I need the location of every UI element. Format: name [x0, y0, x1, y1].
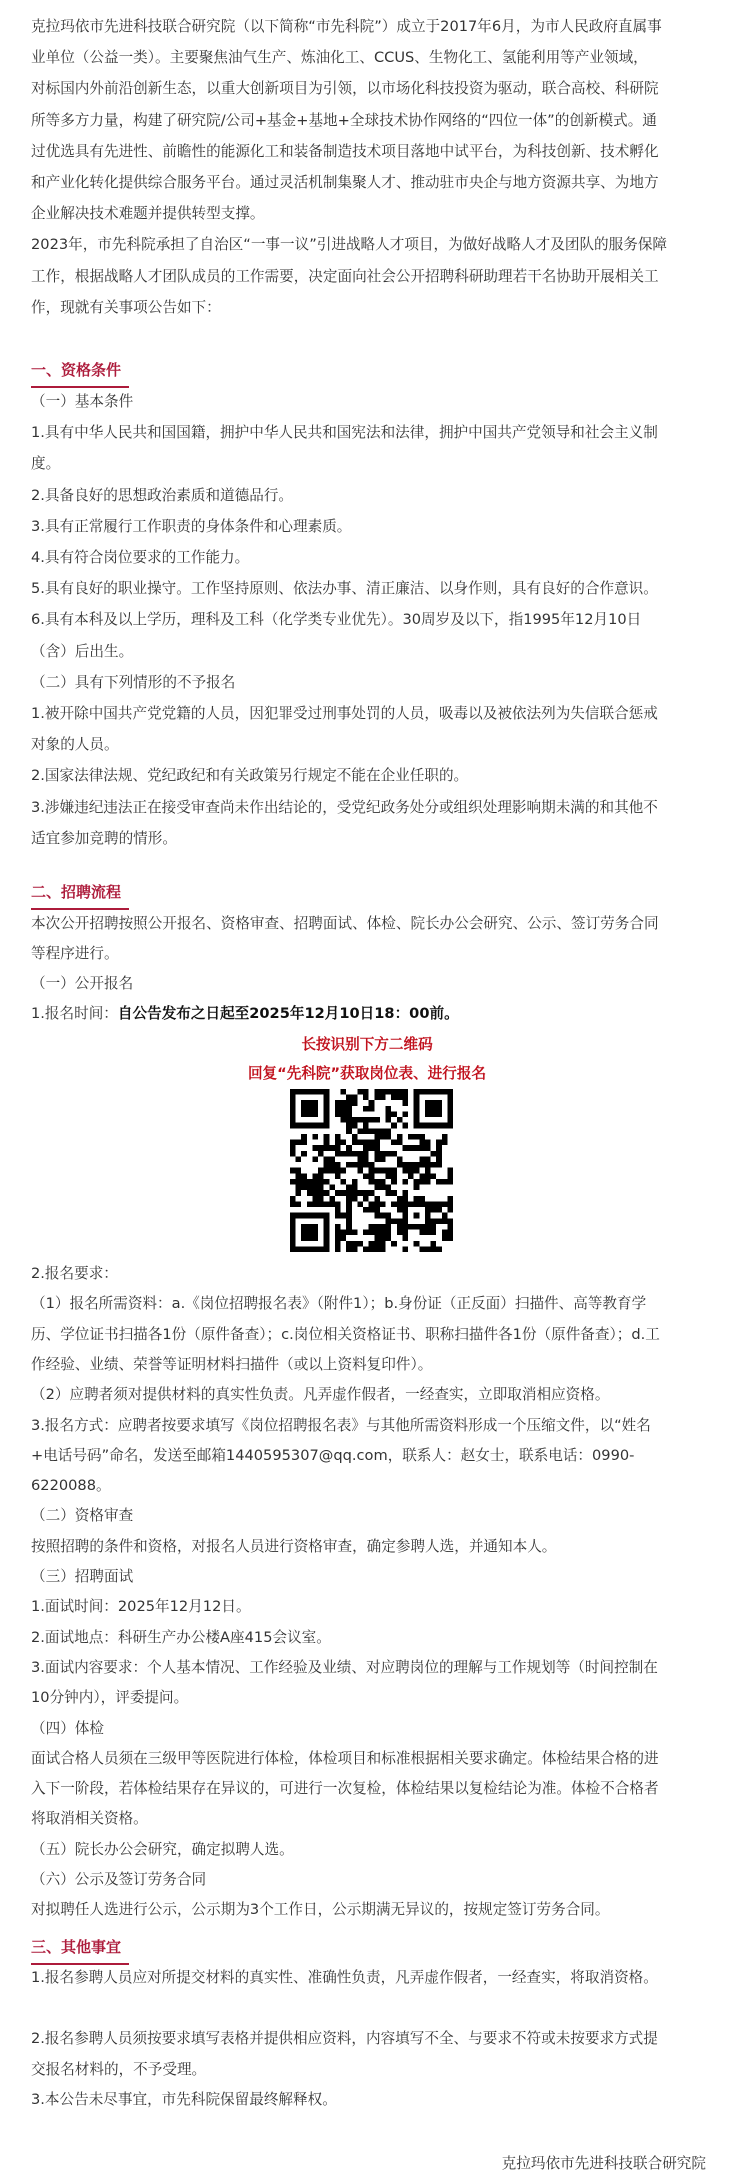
process-line: 对拟聘任人选进行公示，公示期为3个工作日，公示期满无异议的，按规定签订劳务合同。 [31, 1901, 610, 1919]
qualification-line: 3.具有正常履行工作职责的身体条件和心理素质。 [31, 517, 352, 535]
other-matter-line [31, 1993, 711, 2024]
process-line: （六）公示及签订劳务合同 [31, 1871, 207, 1888]
intro-line: 对标国内外前沿创新生态，以重大创新项目为引领，以市场化科技投资为驱动，联合高校、科研院 [31, 80, 659, 98]
other-matter-line: 1.报名参聘人员应对所提交材料的真实性、准确性负责，凡弄虚作假者，一经查实，将取消资格。 [31, 1969, 658, 1986]
signup-time-value: 自公告发布之日起至2025年12月10日18：00前。 [117, 1005, 459, 1022]
process-line: （三）招聘面试 [31, 1568, 134, 1585]
process-line: 按照招聘的条件和资格，对报名人员进行资格审查，确定参聘人选，并通知本人。 [31, 1537, 557, 1555]
intro-line: 作，现就有关事项公告如下： [31, 298, 221, 316]
process-line: （2）应聘者须对提供材料的真实性负责。凡弄虚作假者，一经查实，立即取消相应资格。 [31, 1386, 610, 1404]
intro-line: 和产业化转化提供综合服务平台。通过灵活机制集聚人才、推动驻市央企与地方资源共享、为地方 [31, 174, 659, 191]
qualification-line: 2.具备良好的思想政治素质和道德品行。 [31, 486, 294, 504]
process-line: 历、学位证书扫描各1份（原件备查）；c.岗位相关资格证书、职称扫描件各1份（原件备查）；d.工 [31, 1325, 660, 1343]
qualification-line: 5.具有良好的职业操守。工作坚持原则、依法办事、清正廉洁、以身作则，具有良好的合作意识。 [31, 580, 658, 598]
process-line: 2.面试地点：科研生产办公楼A座415会议室。 [31, 1628, 331, 1646]
process-line: 6220088。 [31, 1477, 111, 1495]
other-matter-line: 2.报名参聘人员须按要求填写表格并提供相应资料，内容填写不全、与要求不符或未按要求方式提 [31, 2030, 658, 2047]
qualification-line: （含）后出生。 [31, 642, 134, 660]
process-line: +电话号码”命名，发送至邮箱1440595307@qq.com，联系人：赵女士，联系电话：0990- [31, 1446, 635, 1464]
qr-code-graphic [290, 1089, 453, 1252]
process-line: 入下一阶段，若体检结果存在异议的，可进行一次复检，体检结果以复检结论为准。体检不合格者 [31, 1780, 659, 1798]
process-line: （1）报名所需资料：a.《岗位招聘报名表》（附件1）；b.身份证（正反面）扫描件、高等教育学 [31, 1295, 647, 1313]
intro-line: 企业解决技术难题并提供转型支撑。 [31, 205, 265, 223]
process-line: （一）公开报名 [31, 975, 134, 992]
process-line: 面试合格人员须在三级甲等医院进行体检，体检项目和标准根据相关要求确定。体检结果合格的进 [31, 1749, 659, 1767]
qualification-line: 4.具有符合岗位要求的工作能力。 [31, 549, 250, 566]
process-line: 等程序进行。 [31, 945, 119, 962]
qualification-line: 适宜参加竞聘的情形。 [31, 829, 177, 847]
section-title-qualifications: 一、资格条件 [31, 361, 122, 379]
process-line: 将取消相关资格。 [31, 1810, 148, 1828]
process-line: （二）资格审查 [31, 1507, 134, 1525]
intro-line: 业单位（公益一类）。主要聚焦油气生产、炼油化工、CCUS、生物化工、氢能利用等产业领域， [31, 49, 648, 67]
intro-line: 2023年，市先科院承担了自治区“一事一议”引进战略人才项目，为做好战略人才及团队的服务保障 [31, 236, 668, 254]
qualification-line: 1.具有中华人民共和国国籍，拥护中华人民共和国宪法和法律，拥护中国共产党领导和社会主义制 [31, 424, 658, 442]
process-line: 本次公开招聘按照公开报名、资格审查、招聘面试、体检、院长办公会研究、公示、签订劳务合同 [31, 915, 659, 932]
signup-time-label: 1.报名时间： [31, 1005, 118, 1022]
qr-caption-line1: 长按识别下方二维码 [301, 1036, 433, 1053]
intro-line: 克拉玛依市先进科技联合研究院（以下简称“市先科院”）成立于2017年6月，为市人民政府直属事 [31, 18, 662, 35]
section-title-process: 二、招聘流程 [31, 883, 122, 901]
process-line: 作经验、业绩、荣誉等证明材料扫描件（或以上资料复印件）。 [31, 1355, 433, 1373]
qualification-line: （一）基本条件 [31, 393, 134, 410]
qualification-line: 3.涉嫌违纪违法正在接受审查尚未作出结论的，受党纪政务处分或组织处理影响期未满的和其他不 [31, 798, 658, 816]
footer-signature: 克拉玛依市先进科技联合研究院 [501, 2155, 706, 2172]
process-line: 10分钟内），评委提问。 [31, 1689, 189, 1707]
intro-line: 过优选具有先进性、前瞻性的能源化工和装备制造技术项目落地中试平台，为科技创新、技术孵化 [31, 142, 659, 160]
other-matter-line: 交报名材料的，不予受理。 [31, 2060, 207, 2078]
qualification-line: 度。 [31, 455, 61, 473]
qualification-line: 对象的人员。 [31, 736, 119, 754]
qualification-line: 1.被开除中国共产党党籍的人员，因犯罪受过刑事处罚的人员，吸毒以及被依法列为失信联合惩戒 [31, 705, 658, 722]
other-matter-line: 3.本公告未尽事宜，市先科院保留最终解释权。 [31, 2091, 337, 2108]
process-line: （四）体检 [31, 1719, 104, 1737]
qualification-line: （二）具有下列情形的不予报名 [31, 673, 236, 691]
intro-line: 所等多方力量，构建了研究院/公司+基金+基地+全球技术协作网络的“四位一体”的创新模式。通 [31, 111, 657, 129]
qualification-line: 6.具有本科及以上学历，理科及工科（化学类专业优先）。30周岁及以下，指1995年12月10日 [31, 611, 642, 629]
section-title-other: 三、其他事宜 [31, 1938, 122, 1956]
process-line: 3.报名方式：应聘者按要求填写《岗位招聘报名表》与其他所需资料形成一个压缩文件，以“姓名 [31, 1416, 651, 1434]
qr-caption-line2: 回复“先科院”获取岗位表、进行报名 [247, 1065, 487, 1082]
qualification-line: 2.国家法律法规、党纪政纪和有关政策另行规定不能在企业任职的。 [31, 767, 469, 785]
process-line: 2.报名要求： [31, 1265, 118, 1282]
signup-time [31, 998, 711, 1029]
process-line: 1.面试时间：2025年12月12日。 [31, 1598, 251, 1616]
process-line: 3.面试内容要求：个人基本情况、工作经验及业绩、对应聘岗位的理解与工作规划等（时间控制在 [31, 1658, 658, 1676]
qr-code-image[interactable] [290, 1089, 453, 1252]
intro-line: 工作，根据战略人才团队成员的工作需要，决定面向社会公开招聘科研助理若干名协助开展相关工 [31, 267, 659, 285]
process-line: （五）院长办公会研究，确定拟聘人选。 [31, 1840, 294, 1858]
